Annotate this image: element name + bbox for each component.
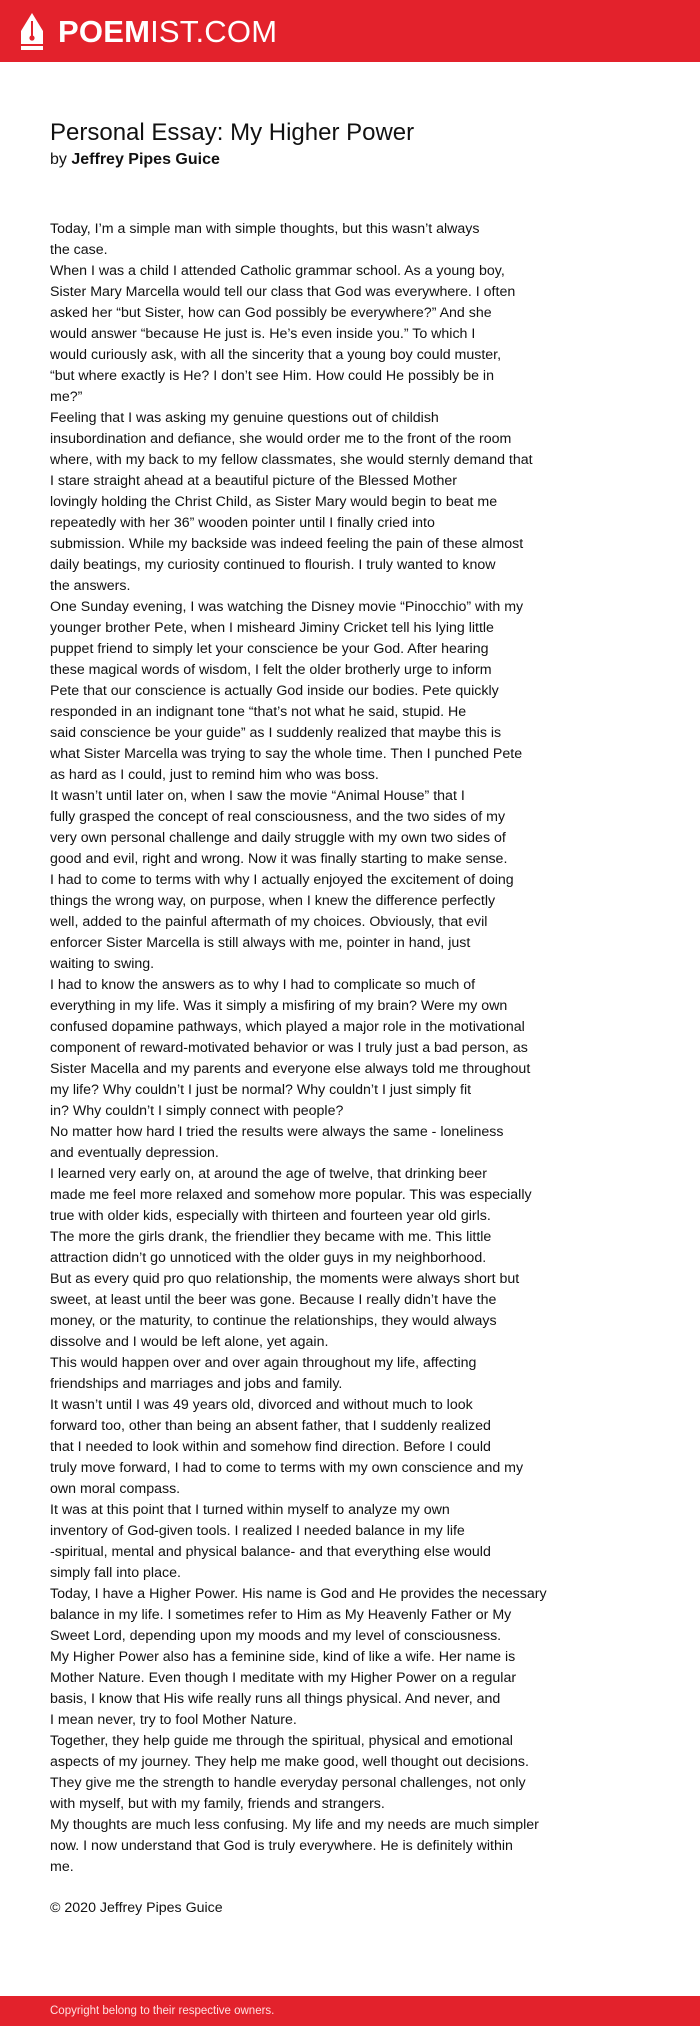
poem-line: would answer “because He just is. He’s even inside you.” To which I <box>50 326 476 342</box>
footer-copyright: Copyright belong to their respective owners. <box>50 2005 275 2017</box>
poem-line: attraction didn’t go unnoticed with the older guys in my neighborhood. <box>50 1250 487 1266</box>
poem-line: daily beatings, my curiosity continued to flourish. I truly wanted to know <box>50 557 496 573</box>
poem-line: in? Why couldn’t I simply connect with people? <box>50 1103 344 1119</box>
poem-line: Today, I’m a simple man with simple thoughts, but this wasn’t always <box>50 221 480 237</box>
poem-line: I mean never, try to fool Mother Nature. <box>50 1712 297 1728</box>
poem-line: One Sunday evening, I was watching the Disney movie “Pinocchio” with my <box>50 599 524 615</box>
poem-line: Today, I have a Higher Power. His name is God and He provides the necessary <box>50 1586 547 1602</box>
poem-line: my life? Why couldn’t I just be normal? Why couldn’t I just simply fit <box>50 1082 472 1098</box>
site-footer <box>0 1996 700 2026</box>
poem-line: the case. <box>50 242 108 258</box>
logo-text-bold: POEM <box>58 14 151 49</box>
poem-line: fully grasped the concept of real consciousness, and the two sides of my <box>50 809 506 825</box>
poem-line: repeatedly with her 36” wooden pointer until I finally cried into <box>50 515 435 531</box>
poem-line: very own personal challenge and daily struggle with my own two sides of <box>50 830 506 846</box>
poem-line: This would happen over and over again throughout my life, affecting <box>50 1355 477 1371</box>
poem-body <box>50 219 547 1878</box>
poem-line: basis, I know that His wife really runs all things physical. And never, and <box>50 1691 501 1707</box>
poem-line: My Higher Power also has a feminine side, kind of like a wife. Her name is <box>50 1649 516 1665</box>
poem-line: My thoughts are much less confusing. My life and my needs are much simpler <box>50 1817 539 1833</box>
poem-line: component of reward-motivated behavior or was I truly just a bad person, as <box>50 1040 528 1056</box>
poem-line: inventory of God-given tools. I realized I needed balance in my life <box>50 1523 465 1539</box>
poem-line: “but where exactly is He? I don’t see Him. How could He possibly be in <box>50 368 494 384</box>
poem-line: friendships and marriages and jobs and family. <box>50 1376 343 1392</box>
site-logo-link[interactable] <box>18 12 277 52</box>
poem-title: Personal Essay: My Higher Power <box>50 119 415 146</box>
poem-line: lovingly holding the Christ Child, as Sister Mary would begin to beat me <box>50 494 498 510</box>
poem-line: what Sister Marcella was trying to say the whole time. Then I punched Pete <box>50 746 523 762</box>
poem-line: truly move forward, I had to come to terms with my own conscience and my <box>50 1460 524 1476</box>
author-name: Jeffrey Pipes Guice <box>71 151 220 168</box>
poem-line: It was at this point that I turned within myself to analyze my own <box>50 1502 450 1518</box>
poem-line: good and evil, right and wrong. Now it was finally starting to make sense. <box>50 851 508 867</box>
poem-line: the answers. <box>50 578 131 594</box>
poem-line: Sister Mary Marcella would tell our class that God was everywhere. I often <box>50 284 516 300</box>
poem-line: made me feel more relaxed and somehow more popular. This was especially <box>50 1187 532 1203</box>
poem-copyright: © 2020 Jeffrey Pipes Guice <box>50 1900 223 1916</box>
byline-prefix: by <box>50 151 67 168</box>
poem-line: The more the girls drank, the friendlier they became with me. This little <box>50 1229 492 1245</box>
poem-line: I learned very early on, at around the age of twelve, that drinking beer <box>50 1166 487 1182</box>
poem-line: asked her “but Sister, how can God possibly be everywhere?” And she <box>50 305 492 321</box>
poem-line: me. <box>50 1859 74 1875</box>
poem-line: well, added to the painful aftermath of my choices. Obviously, that evil <box>50 914 488 930</box>
poem-line: Mother Nature. Even though I meditate with my Higher Power on a regular <box>50 1670 517 1686</box>
poem-line: Sister Macella and my parents and everyone else always told me throughout <box>50 1061 531 1077</box>
pen-nib-icon <box>18 12 46 52</box>
poem-line: I had to come to terms with why I actually enjoyed the excitement of doing <box>50 872 514 888</box>
poem-line: Feeling that I was asking my genuine questions out of childish <box>50 410 439 426</box>
poem-line: simply fall into place. <box>50 1565 181 1581</box>
poem-line: responded in an indignant tone “that’s not what he said, stupid. He <box>50 704 467 720</box>
poem-line: true with older kids, especially with thirteen and fourteen year old girls. <box>50 1208 491 1224</box>
poem-line: money, or the maturity, to continue the relationships, they would always <box>50 1313 497 1329</box>
poem-line: forward too, other than being an absent father, that I suddenly realized <box>50 1418 491 1434</box>
poem-line: as hard as I could, just to remind him who was boss. <box>50 767 379 783</box>
site-header <box>0 0 700 62</box>
poem-line: It wasn’t until I was 49 years old, divorced and without much to look <box>50 1397 473 1413</box>
poem-line: No matter how hard I tried the results were always the same - loneliness <box>50 1124 504 1140</box>
poem-line: Pete that our conscience is actually God inside our bodies. Pete quickly <box>50 683 499 699</box>
poem-line: aspects of my journey. They help me make good, well thought out decisions. <box>50 1754 529 1770</box>
poem-line: where, with my back to my fellow classmates, she would sternly demand that <box>50 452 533 468</box>
poem-line: But as every quid pro quo relationship, the moments were always short but <box>50 1271 520 1287</box>
poem-line: enforcer Sister Marcella is still always with me, pointer in hand, just <box>50 935 471 951</box>
poem-line: said conscience be your guide” as I suddenly realized that maybe this is <box>50 725 502 741</box>
poem-line: Together, they help guide me through the spiritual, physical and emotional <box>50 1733 513 1749</box>
byline <box>50 150 220 170</box>
poem-line: I had to know the answers as to why I had to complicate so much of <box>50 977 476 993</box>
poem-line: these magical words of wisdom, I felt the older brotherly urge to inform <box>50 662 492 678</box>
poem-line: now. I now understand that God is truly everywhere. He is definitely within <box>50 1838 513 1854</box>
poem-line: sweet, at least until the beer was gone. Because I really didn’t have the <box>50 1292 497 1308</box>
logo-wordmark <box>58 12 277 52</box>
poem-line: that I needed to look within and somehow find direction. Before I could <box>50 1439 491 1455</box>
poem-line: things the wrong way, on purpose, when I knew the difference perfectly <box>50 893 496 909</box>
poem-line: I stare straight ahead at a beautiful picture of the Blessed Mother <box>50 473 457 489</box>
poem-line: younger brother Pete, when I misheard Jiminy Cricket tell his lying little <box>50 620 494 636</box>
poem-line: everything in my life. Was it simply a misfiring of my brain? Were my own <box>50 998 508 1014</box>
poem-line: They give me the strength to handle everyday personal challenges, not only <box>50 1775 526 1791</box>
poem-line: with myself, but with my family, friends and strangers. <box>50 1796 385 1812</box>
poem-line: When I was a child I attended Catholic grammar school. As a young boy, <box>50 263 505 279</box>
poem-line: It wasn’t until later on, when I saw the movie “Animal House” that I <box>50 788 465 804</box>
poem-line: own moral compass. <box>50 1481 181 1497</box>
poem-line: waiting to swing. <box>50 956 155 972</box>
poem-line: me?” <box>50 389 83 405</box>
poem-line: balance in my life. I sometimes refer to Him as My Heavenly Father or My <box>50 1607 512 1623</box>
poem-line: insubordination and defiance, she would order me to the front of the room <box>50 431 512 447</box>
poem-line: and eventually depression. <box>50 1145 219 1161</box>
poem-line: -spiritual, mental and physical balance- and that everything else would <box>50 1544 491 1560</box>
poem-line: dissolve and I would be left alone, yet again. <box>50 1334 329 1350</box>
poem-line: Sweet Lord, depending upon my moods and my level of consciousness. <box>50 1628 502 1644</box>
poem-line: confused dopamine pathways, which played a major role in the motivational <box>50 1019 525 1035</box>
logo-text-light: IST.COM <box>150 14 278 49</box>
poem-line: would curiously ask, with all the sincerity that a young boy could muster, <box>50 347 502 363</box>
poem-line: puppet friend to simply let your conscience be your God. After hearing <box>50 641 489 657</box>
poem-line: submission. While my backside was indeed feeling the pain of these almost <box>50 536 524 552</box>
